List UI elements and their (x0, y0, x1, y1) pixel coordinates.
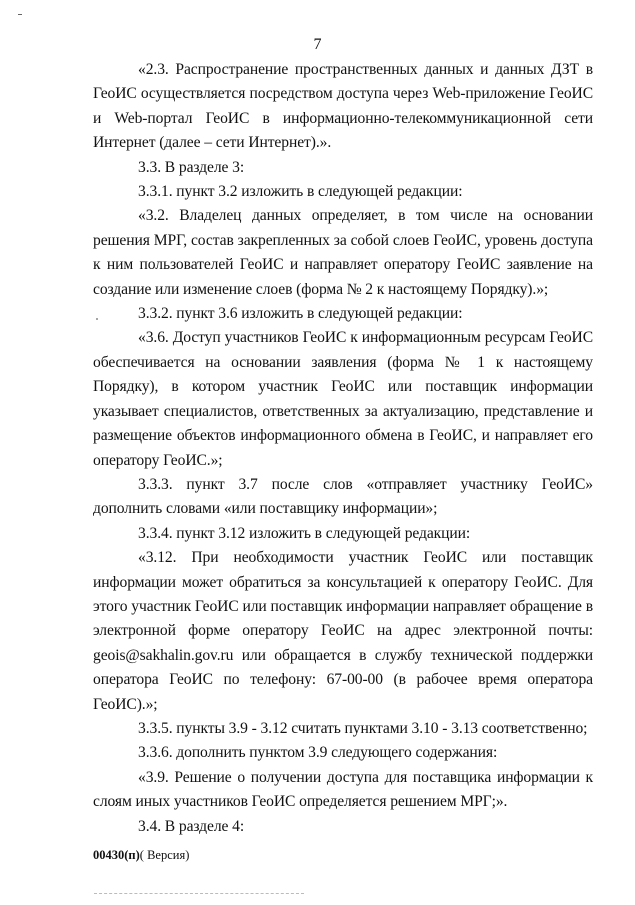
paragraph-3-3-1: 3.3.1. пункт 3.2 изложить в следующей редакции: (138, 183, 463, 201)
paragraph-3-12-quote: «3.12. При необходимости участник ГеоИС или поставщик информации может обратиться за консультацией к оператору ГеоИС. Для этого участник ГеоИС или поставщик информации направляет обращение в электронной форме оператору ГеоИС на адрес электронной почты: geois@sakhalin.gov.ru или обращается в службу технической поддержки оператора ГеоИС по телефону: 67-00-00 (в рабочее время оператора ГеоИС).»; (93, 549, 593, 713)
scan-mark (18, 14, 22, 15)
paragraph-3-6-quote: «3.6. Доступ участников ГеоИС к информационным ресурсам ГеоИС обеспечивается на основании заявления (форма № 1 к настоящему Порядку), в котором участник ГеоИС или поставщик информации указывает специалистов, ответственных за актуализацию, представление и размещение объектов информационного обмена в ГеоИС, и направляет его оператору ГеоИС.»; (93, 329, 593, 469)
paragraph-3-3-4: 3.3.4. пункт 3.12 изложить в следующей редакции: (138, 524, 471, 542)
paragraph-3-3-2: 3.3.2. пункт 3.6 изложить в следующей редакции: (138, 305, 463, 323)
paragraph-3-3: 3.3. В разделе 3: (138, 158, 245, 176)
paragraph-3-2-quote: «3.2. Владелец данных определяет, в том числе на основании решения МРГ, состав закрепленных за собой слоев ГеоИС, уровень доступа к ним пользователей ГеоИС и направляет оператору ГеоИС заявление на создание или изменение слоев (форма № 2 к настоящему Порядку).»; (93, 207, 593, 298)
paragraph-3-9-quote: «3.9. Решение о получении доступа для поставщика информации к слоям иных участников ГеоИС определяется решением МРГ;». (93, 768, 593, 811)
document-code: 00430(п) (93, 848, 140, 862)
paragraph-3-3-5: 3.3.5. пункты 3.9 - 3.12 считать пунктами 3.10 - 3.13 соответственно; (138, 719, 588, 737)
document-footer (93, 848, 189, 863)
paragraph-3-3-6: 3.3.6. дополнить пунктом 3.9 следующего содержания: (138, 744, 498, 762)
footer-divider (94, 893, 304, 894)
paragraph-3-3-3: 3.3.3. пункт 3.7 после слов «отправляет участнику ГеоИС» дополнить словами «или поставщику информации»; (93, 475, 593, 518)
paragraph-2-3: «2.3. Распространение пространственных данных и данных ДЗТ в ГеоИС осуществляется посредством доступа через Web-приложение ГеоИС и Web-портал ГеоИС в информационно-телекоммуникационной сети Интернет (далее – сети Интернет).». (93, 61, 593, 152)
paragraph-3-4: 3.4. В разделе 4: (138, 817, 245, 835)
document-body (93, 58, 593, 839)
document-version: ( Версия) (139, 848, 190, 862)
page-number: 7 (313, 36, 322, 53)
